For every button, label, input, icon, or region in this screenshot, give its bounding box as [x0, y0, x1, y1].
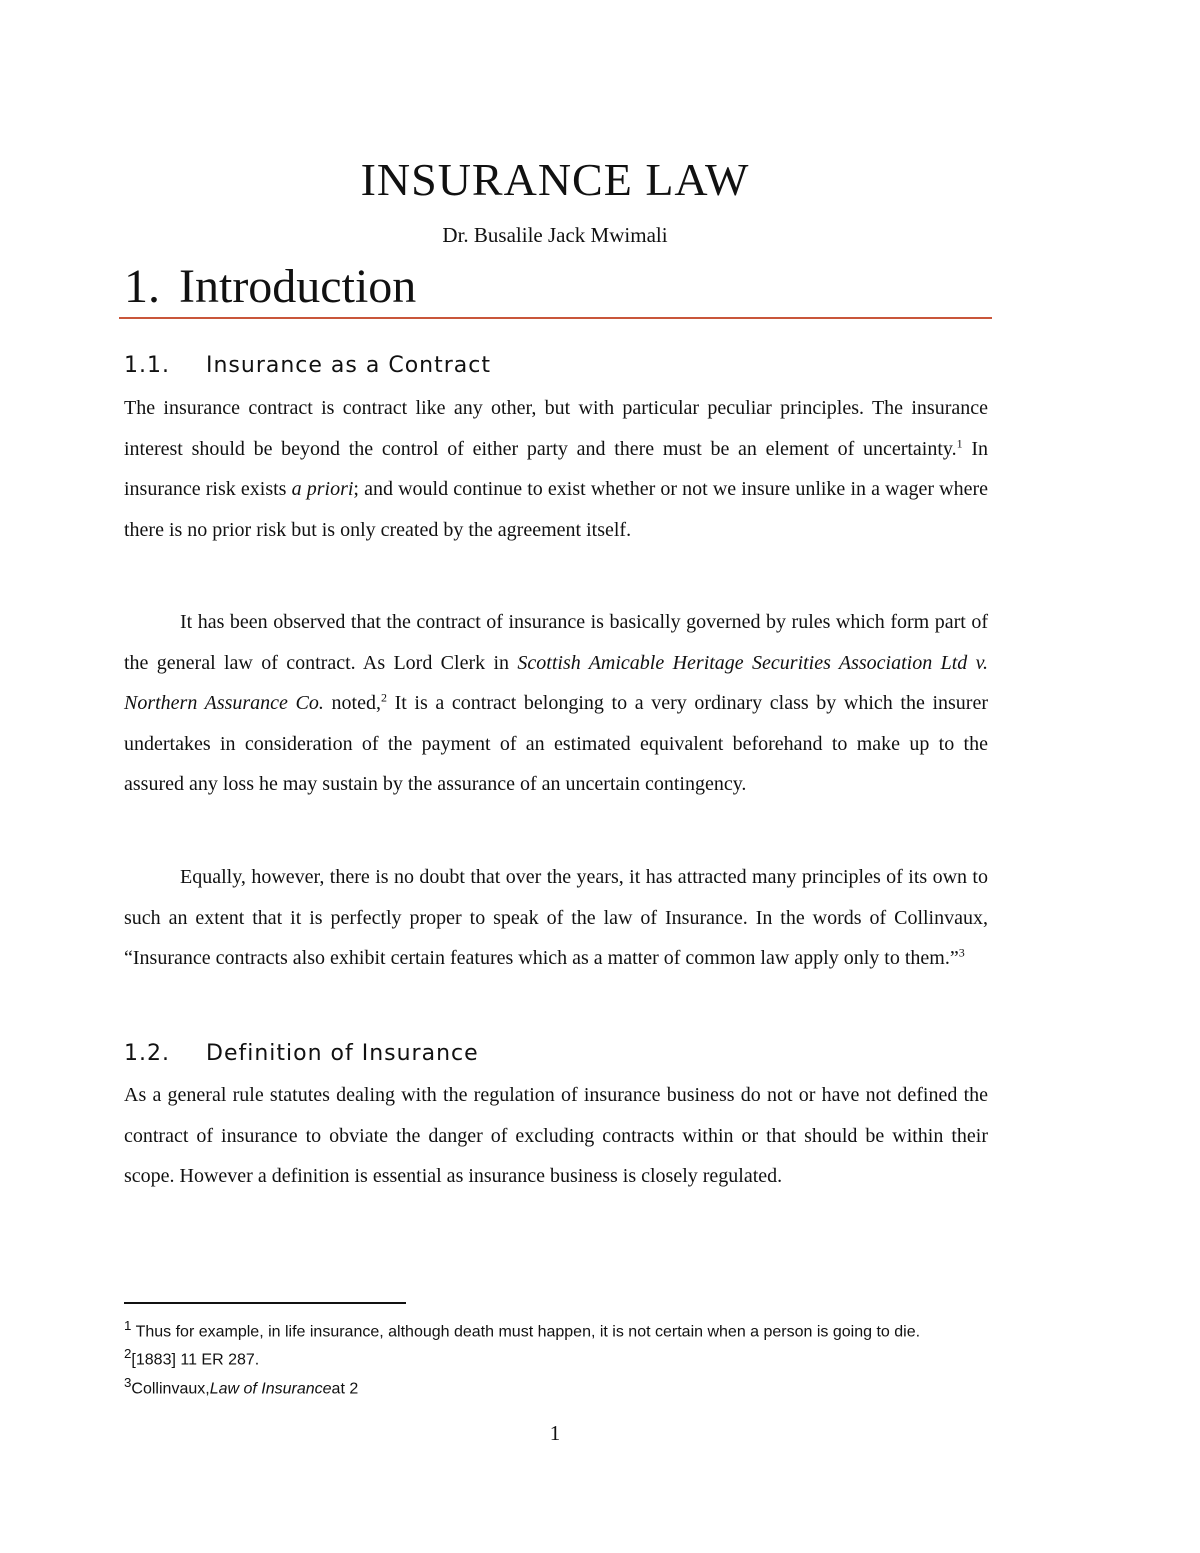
- footnote-ref[interactable]: 1: [956, 435, 963, 450]
- section-heading-introduction: [124, 257, 416, 317]
- subsection-heading-insurance-as-contract: [124, 351, 491, 381]
- footnote-text: [1883] 11 ER 287.: [131, 1351, 260, 1369]
- subsection-heading-definition: [124, 1039, 479, 1069]
- heading-underline: [119, 317, 992, 319]
- footnote-mark: 1: [124, 1318, 132, 1333]
- paragraph-text: noted,: [323, 692, 381, 714]
- page-number: 1: [549, 1421, 561, 1445]
- footnote-ref[interactable]: 3: [958, 945, 965, 960]
- footnote-text: Thus for example, in life insurance, although death must happen, it is not certain when a person is going to die.: [131, 1323, 921, 1341]
- footnote-separator: [124, 1302, 406, 1304]
- subsection-title: Insurance as a Contract: [206, 353, 491, 378]
- paragraph-general-law: [124, 602, 988, 805]
- document-author: Dr. Busalile Jack Mwimali: [442, 223, 668, 247]
- emphasis-text: a priori: [291, 478, 354, 500]
- footnotes: [124, 1315, 984, 1400]
- section-title: Introduction: [179, 260, 417, 313]
- footnote-mark: 3: [124, 1374, 132, 1390]
- paragraph-definition: As a general rule statutes dealing with the regulation of insurance business do not or have not defined the contract of insurance to obviate the danger of excluding contracts within or that should be within their scope. However a definition is essential as insurance business is closely regulated.: [124, 1084, 988, 1187]
- footnote-text: Collinvaux,: [131, 1379, 210, 1397]
- paragraph-text: The insurance contract is contract like any other, but with particular peculiar principles. The insurance interest should be beyond the control of either party and there must be an element of uncertainty.: [124, 397, 988, 460]
- paragraph-text: It is a contract belonging to a very ordinary class by which the insurer undertakes in consideration of the payment of an estimated equivalent beforehand to make up to the assured any loss he may sustain by the assurance of an uncertain contingency.: [124, 692, 988, 795]
- case-citation: Scottish Amicable Heritage Securities Association Ltd v. Northern Assurance Co.: [124, 651, 989, 714]
- subsection-title: Definition of Insurance: [206, 1041, 479, 1066]
- paragraph-insurance-contract: [124, 388, 988, 550]
- paragraph-text: In insurance risk exists: [124, 437, 988, 500]
- document-title: INSURANCE LAW: [360, 154, 750, 205]
- footnote-emphasis: Law of Insurance: [209, 1379, 332, 1397]
- footnote-3: [124, 1372, 984, 1400]
- footnote-ref[interactable]: 2: [380, 690, 387, 705]
- paragraph-text: It has been observed that the contract of insurance is basically governed by rules which form part of the general law of contract. As Lord Clerk in: [124, 611, 988, 674]
- footnote-mark: 2: [124, 1346, 132, 1362]
- paragraph-principles: [124, 857, 988, 979]
- paragraph-text: ; and would continue to exist whether or not we insure unlike in a wager where there is no prior risk but is only created by the agreement itself.: [124, 478, 988, 541]
- subsection-number: 1.1.: [124, 353, 170, 378]
- footnote-text: at 2: [331, 1379, 359, 1397]
- section-number: 1.: [124, 260, 160, 313]
- paragraph-text: Equally, however, there is no doubt that over the years, it has attracted many principles of its own to such an extent that it is perfectly proper to speak of the law of Insurance. In the words of Collinvaux, “Insurance contracts also exhibit certain features which as a matter of common law apply only to them.”: [124, 866, 988, 969]
- footnote-1: [124, 1315, 984, 1343]
- footnote-2: [124, 1343, 984, 1371]
- subsection-number: 1.2.: [124, 1041, 170, 1066]
